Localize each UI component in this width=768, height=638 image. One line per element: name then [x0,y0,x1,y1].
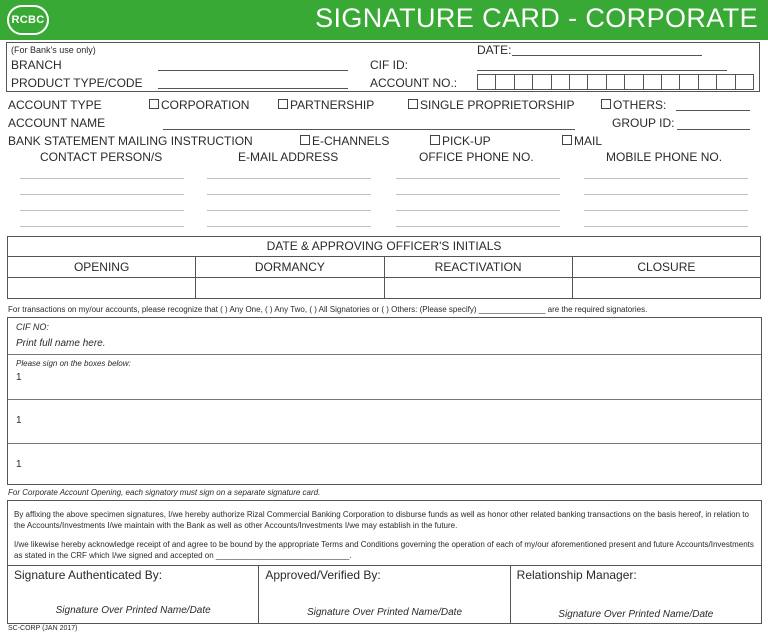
cif-no-label: CIF NO: [16,322,49,332]
email-address-header: E-MAIL ADDRESS [238,150,339,164]
signature-box [7,317,762,485]
date-field[interactable] [512,55,702,56]
form-code: SC-CORP (JAN 2017) [8,625,78,632]
dormancy-header: DORMANCY [196,257,384,277]
single-proprietorship-checkbox[interactable]: SINGLE PROPRIETORSHIP [408,98,574,112]
approving-officer-table [7,236,761,299]
account-no-field[interactable] [477,74,754,90]
authenticated-by-label: Signature Authenticated By: [14,568,163,582]
mobile-phone-field[interactable] [584,194,748,195]
opening-header: OPENING [8,257,196,277]
relationship-manager-label: Relationship Manager: [516,568,637,582]
closure-header: CLOSURE [637,260,696,274]
signature-slot[interactable] [8,355,761,399]
footer-signatures [7,566,762,624]
e-channels-checkbox[interactable]: E-CHANNELS [300,134,389,148]
approval-title-row [8,237,760,257]
pick-up-checkbox[interactable]: PICK-UP [430,134,491,148]
signature-slot[interactable] [8,400,761,443]
approved-verified-cell[interactable] [259,566,510,623]
signature-slot-number: 1 [16,372,22,383]
mailing-instruction-label: BANK STATEMENT MAILING INSTRUCTION [8,134,253,148]
office-phone-field[interactable] [396,210,560,211]
approval-entry-row [8,278,760,299]
signature-caption: Signature Over Printed Name/Date [306,607,463,618]
email-field[interactable] [207,210,371,211]
account-name-field[interactable] [163,129,575,130]
email-field[interactable] [207,194,371,195]
signature-caption: Signature Over Printed Name/Date [55,605,211,616]
partnership-checkbox[interactable]: PARTNERSHIP [278,98,374,112]
header-banner [0,0,768,40]
branch-label: BRANCH [11,58,62,72]
others-checkbox[interactable]: OTHERS: [601,98,666,112]
reactivation-cell[interactable] [385,278,573,299]
page-title: SIGNATURE CARD - CORPORATE [315,3,758,33]
signature-slot-number: 1 [16,415,22,426]
product-field[interactable] [158,88,348,89]
opening-cell[interactable] [8,278,196,299]
reactivation-header: REACTIVATION [385,257,573,277]
cif-id-label: CIF ID: [370,58,408,72]
group-id-field[interactable] [677,129,750,130]
contact-person-field[interactable] [20,210,184,211]
account-name-label: ACCOUNT NAME [8,116,106,130]
approval-header-row [8,257,760,278]
mail-checkbox[interactable]: MAIL [562,134,602,148]
signature-slot-number: 1 [16,459,22,470]
signature-slot[interactable] [8,444,761,485]
group-id-label: GROUP ID: [612,116,675,130]
contact-person-header: CONTACT PERSON/S [40,150,163,164]
product-label: PRODUCT TYPE/CODE [11,76,143,90]
corporation-checkbox[interactable]: CORPORATION [149,98,249,112]
date-label: DATE: [477,43,512,57]
email-field[interactable] [207,226,371,227]
mobile-phone-field[interactable] [584,226,748,227]
rcbc-logo: RCBC [7,5,49,35]
consent-paragraph-1: By affixing the above specimen signatures, I/we hereby authorize Rizal Commercial Banking Corporation to disburse funds as well as honor other related banking transactions on the basis hereof, in relation to the Accounts/Investments I/we maintain with the Bank as well as other Accounts/Investments I/we may establish in the future. [14,510,749,530]
bank-use-note: (For Bank's use only) [11,45,96,55]
consent-paragraph-2: I/we likewise hereby acknowledge receipt of and agree to be bound by the appropriate Terms and Conditions governing the operation of each of my/our aforementioned present and future Accounts/Investments as stated in the CRF which I/we signed and accepted on ______________________________. [14,540,754,560]
office-phone-field[interactable] [396,178,560,179]
office-phone-field[interactable] [396,226,560,227]
contact-person-field[interactable] [20,226,184,227]
mobile-phone-field[interactable] [584,210,748,211]
contact-person-field[interactable] [20,194,184,195]
cif-id-field[interactable] [477,70,727,71]
others-field[interactable] [676,110,750,111]
signatory-footnote: For Corporate Account Opening, each signatory must sign on a separate signature card. [8,488,321,497]
sign-instruction: Please sign on the boxes below: [16,359,131,368]
office-phone-field[interactable] [396,194,560,195]
account-type-label: ACCOUNT TYPE [8,98,102,112]
signature-caption: Signature Over Printed Name/Date [558,609,714,620]
email-field[interactable] [207,178,371,179]
approval-title: DATE & APPROVING OFFICER'S INITIALS [266,239,502,253]
dormancy-cell[interactable] [196,278,384,299]
approved-verified-label: Approved/Verified By: [265,568,381,582]
contact-person-field[interactable] [20,178,184,179]
branch-field[interactable] [158,70,348,71]
authenticated-by-cell[interactable] [8,566,259,623]
office-phone-header: OFFICE PHONE NO. [419,150,534,164]
consent-box [7,500,762,566]
relationship-manager-cell[interactable] [511,566,761,623]
print-name-field[interactable]: Print full name here. [16,338,106,349]
mobile-phone-field[interactable] [584,178,748,179]
closure-cell[interactable] [573,278,760,299]
account-no-label: ACCOUNT NO.: [370,76,458,90]
signatory-instruction: For transactions on my/our accounts, please recognize that ( ) Any One, ( ) Any Two, ( ) All Signatories or ( ) Others: (Please specify) _______________ are the required signatories. [8,305,648,314]
mobile-phone-header: MOBILE PHONE NO. [606,150,723,164]
